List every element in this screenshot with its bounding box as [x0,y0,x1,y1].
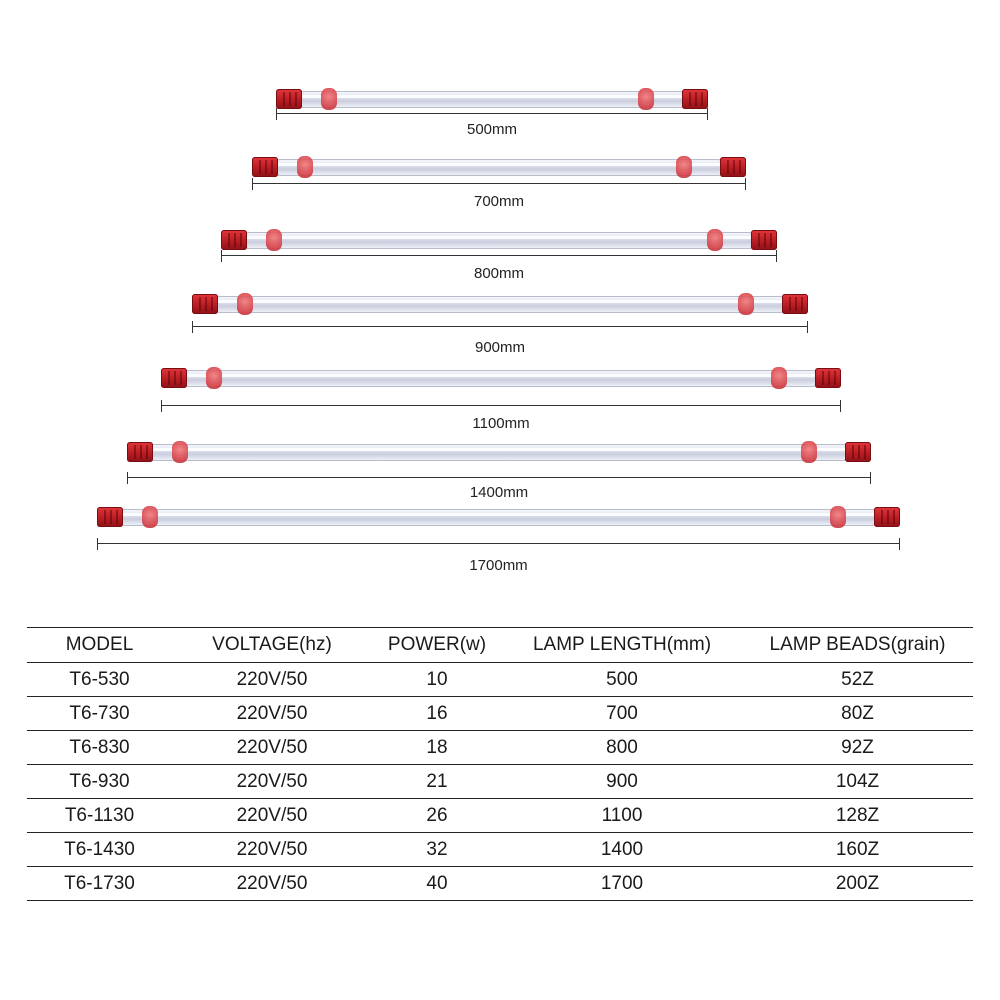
cell-lamp-length: 1700 [502,867,742,901]
cell-lamp-beads: 128Z [742,799,973,833]
cell-model: T6-530 [27,663,172,697]
mounting-clip-icon [638,88,654,110]
lamp-tube [274,159,724,176]
lamp-end-cap-right [682,89,708,109]
cell-model: T6-930 [27,765,172,799]
cell-model: T6-730 [27,697,172,731]
cell-lamp-beads: 52Z [742,663,973,697]
mounting-clip-icon [237,293,253,315]
header-voltage: VOLTAGE(hz) [172,628,372,663]
cell-lamp-length: 1400 [502,833,742,867]
cell-power: 18 [372,731,502,765]
lamp-end-cap-right [782,294,808,314]
dimension-line [97,538,900,550]
length-label: 500mm [466,121,518,138]
length-label: 1700mm [469,557,528,574]
table-row [27,663,973,697]
spec-table [27,627,973,901]
lamp-end-cap-left [276,89,302,109]
cell-lamp-beads: 200Z [742,867,973,901]
mounting-clip-icon [172,441,188,463]
cell-lamp-beads: 92Z [742,731,973,765]
spec-table-header-row [27,628,973,663]
cell-voltage: 220V/50 [172,867,372,901]
lamp-end-cap-left [192,294,218,314]
cell-power: 40 [372,867,502,901]
length-label: 1400mm [469,484,529,501]
cell-lamp-beads: 160Z [742,833,973,867]
cell-power: 21 [372,765,502,799]
cell-lamp-length: 800 [502,731,742,765]
cell-model: T6-1730 [27,867,172,901]
cell-power: 32 [372,833,502,867]
lamp-end-cap-right [751,230,777,250]
cell-lamp-length: 500 [502,663,742,697]
dimension-line [221,250,777,262]
dimension-line [192,321,808,333]
header-lamp-beads: LAMP BEADS(grain) [742,628,973,663]
cell-voltage: 220V/50 [172,731,372,765]
lamp-end-cap-right [874,507,900,527]
lamp-tube [214,296,786,313]
dimension-line [127,472,871,484]
table-row [27,765,973,799]
mounting-clip-icon [206,367,222,389]
lamp-end-cap-right [845,442,871,462]
mounting-clip-icon [297,156,313,178]
cell-model: T6-1130 [27,799,172,833]
cell-voltage: 220V/50 [172,833,372,867]
dimension-line [161,400,841,412]
header-lamp-length: LAMP LENGTH(mm) [502,628,742,663]
lamp-end-cap-right [720,157,746,177]
table-row [27,799,973,833]
length-label: 800mm [473,265,525,282]
dimension-line [252,178,746,190]
lamp-tube [298,91,686,108]
lamp-end-cap-left [252,157,278,177]
cell-lamp-length: 700 [502,697,742,731]
cell-lamp-length: 900 [502,765,742,799]
cell-power: 16 [372,697,502,731]
lamp-tube [183,370,819,387]
dimension-line [276,108,708,120]
table-row [27,867,973,901]
lamp-end-cap-left [127,442,153,462]
lamp-tube [243,232,755,249]
cell-power: 10 [372,663,502,697]
cell-voltage: 220V/50 [172,663,372,697]
length-label: 1100mm [472,415,530,432]
cell-model: T6-1430 [27,833,172,867]
lamp-end-cap-left [161,368,187,388]
mounting-clip-icon [830,506,846,528]
mounting-clip-icon [771,367,787,389]
cell-lamp-beads: 80Z [742,697,973,731]
table-row [27,833,973,867]
header-power: POWER(w) [372,628,502,663]
length-label: 700mm [473,193,525,210]
lamp-end-cap-left [97,507,123,527]
header-model: MODEL [27,628,172,663]
mounting-clip-icon [142,506,158,528]
cell-lamp-length: 1100 [502,799,742,833]
lamp-tube [119,509,878,526]
cell-voltage: 220V/50 [172,799,372,833]
cell-voltage: 220V/50 [172,765,372,799]
lamp-end-cap-right [815,368,841,388]
table-row [27,731,973,765]
cell-model: T6-830 [27,731,172,765]
cell-power: 26 [372,799,502,833]
mounting-clip-icon [676,156,692,178]
length-label: 900mm [474,339,526,356]
mounting-clip-icon [801,441,817,463]
mounting-clip-icon [738,293,754,315]
lamp-end-cap-left [221,230,247,250]
lamp-tube [149,444,849,461]
mounting-clip-icon [266,229,282,251]
mounting-clip-icon [321,88,337,110]
mounting-clip-icon [707,229,723,251]
cell-lamp-beads: 104Z [742,765,973,799]
table-row [27,697,973,731]
cell-voltage: 220V/50 [172,697,372,731]
